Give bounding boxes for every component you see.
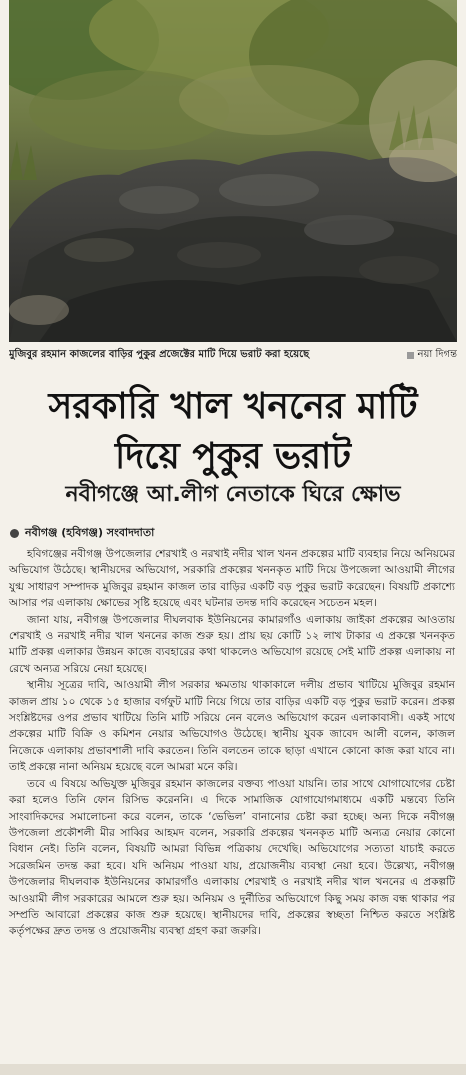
paragraph: হবিগঞ্জের নবীগঞ্জ উপজেলার শেরখাই ও নরখাই নদীর খাল খনন প্রকল্পের মাটি ব্যবহার নিয়ে অনিয়মের অভিযোগ উঠেছে। স্থানীয়দের অভিযোগ, সরকারি প্রকল্পের খননকৃত মাটি দিয়ে উপজেলা আওয়ামী লীগের যুগ্ম সাধারণ সম্পাদক মুজিবুর রহমান কাজল তার বাড়ির একটি বড় পুকুর ভরাট করেছেন। বিষয়টি প্রকাশ্যে আসার পর এলাকায় ক্ষোভের সৃষ্টি হয়েছে এবং ঘটনার তদন্ত দাবি করেছেন সচেতন মহল। (9, 548, 455, 610)
headline (9, 382, 457, 482)
subheadline: নবীগঞ্জে আ.লীগ নেতাকে ঘিরে ক্ষোভ (65, 482, 401, 507)
credit-square-icon (407, 352, 414, 359)
byline-text: নবীগঞ্জ (হবিগঞ্জ) সংবাদদাতা (25, 525, 155, 539)
bottom-edge (0, 1064, 466, 1075)
caption-text: মুজিবুর রহমান কাজলের বাড়ির পুকুর প্রজেক্টের মাটি দিয়ে ভরাট করা হয়েছে (9, 348, 310, 360)
bullet-icon (10, 529, 19, 538)
photo-illustration (9, 0, 457, 342)
headline-line-2: দিয়ে পুকুর ভরাট (114, 436, 352, 477)
article-body (9, 546, 455, 940)
photo-caption (9, 346, 457, 364)
headline-line-1: সরকারি খাল খননের মাটি (48, 386, 418, 427)
paragraph: তবে এ বিষয়ে অভিযুক্ত মুজিবুর রহমান কাজলের বক্তব্য পাওয়া যায়নি। তার সাথে যোগাযোগের চেষ্টা করা হলেও তিনি ফোন রিসিভ করেননি। এ দিকে সামাজিক যোগাযোগমাধ্যমে একটি মন্তব্যে তিনি সাংবাদিকদের সমালোচনা করে বলেন, তাকে ‘ভেভিল’ বানানোর চেষ্টা করা হচ্ছে। অন্য দিকে নবীগঞ্জ উপজেলা প্রকৌশলী মীর সাব্বির আহমদ বলেন, সরকারি প্রকল্পের খননকৃত মাটি অন্যত্র নেয়ার কোনো বিধান নেই। তিনি বলেন, বিষয়টি আমরা বিভিন্ন পত্রিকায় দেখেছি। অভিযোগের সত্যতা যাচাই করতে সরেজমিন তদন্ত করা হবে। যদি অনিয়ম পাওয়া যায়, প্রয়োজনীয় ব্যবস্থা নেয়া হবে। উল্লেখ্য, নবীগঞ্জ উপজেলার দীঘলবাক ইউনিয়নের কামারগাঁও এলাকায় শেরখাই ও নরখাই নদীর খাল খননের এ প্রকল্পটি আওয়ামী লীগ সরকারের আমলে শুরু হয়। অনিয়ম ও দুর্নীতির অভিযোগে কিছু সময় কাজ বন্ধ থাকার পর সম্প্রতি আবারো প্রকল্পের কাজ শুরু হয়েছে। স্থানীয়দের দাবি, প্রকল্পের স্বচ্ছতা নিশ্চিত করতে সংশ্লিষ্ট কর্তৃপক্ষের দ্রুত তদন্ত ও প্রয়োজনীয় ব্যবস্থা গ্রহণ করা জরুরি। (9, 777, 455, 938)
article-photo (9, 0, 457, 342)
photo-credit (403, 347, 458, 364)
paragraph: জানা যায়, নবীগঞ্জ উপজেলার দীঘলবাক ইউনিয়নের কামারগাঁও এলাকায় জাইকা প্রকল্পের আওতায় শেরখাই ও নরখাই নদীর খাল খননের কাজ শুরু হয়। প্রায় ছয় কোটি ১২ লাখ টাকার এ প্রকল্পে খননকৃত মাটি প্রকল্প এলাকার উন্নয়ন কাজে ব্যবহারের কথা থাকলেও অভিযোগ রয়েছে সেই মাটি প্রকল্প এলাকায় না রেখে অন্যত্র সরিয়ে নেয়া হয়েছে। (9, 613, 455, 675)
credit-text: নয়া দিগন্ত (417, 348, 457, 360)
byline (10, 524, 450, 542)
paragraph: স্থানীয় সূত্রের দাবি, আওয়ামী লীগ সরকার ক্ষমতায় থাকাকালে দলীয় প্রভাব খাটিয়ে মুজিবুর রহমান কাজল প্রায় ১০ থেকে ১৫ হাজার বর্গফুট মাটি নিয়ে গিয়ে তার বাড়ির একটি বড় পুকুর ভরাট করেন। প্রকল্প সংশ্লিষ্টদের ওপর প্রভাব খাটিয়ে তিনি মাটি সরিয়ে নেন বলেও অভিযোগ করেন এলাকাবাসী। একই সাথে প্রকল্পের মাটি বিক্রি ও কমিশন নেয়ার অভিযোগও উঠেছে। স্থানীয় যুবক জাবেদ আলী বলেন, কাজল নিজেকে এলাকায় প্রভাবশালী দাবি করতেন। তিনি বলতেন তাকে ছাড়া এখানে কোনো কাজ করা যাবে না। তাই প্রকল্পে নানা অনিয়ম হয়েছে বলে আমরা মনে করি। (9, 679, 455, 774)
